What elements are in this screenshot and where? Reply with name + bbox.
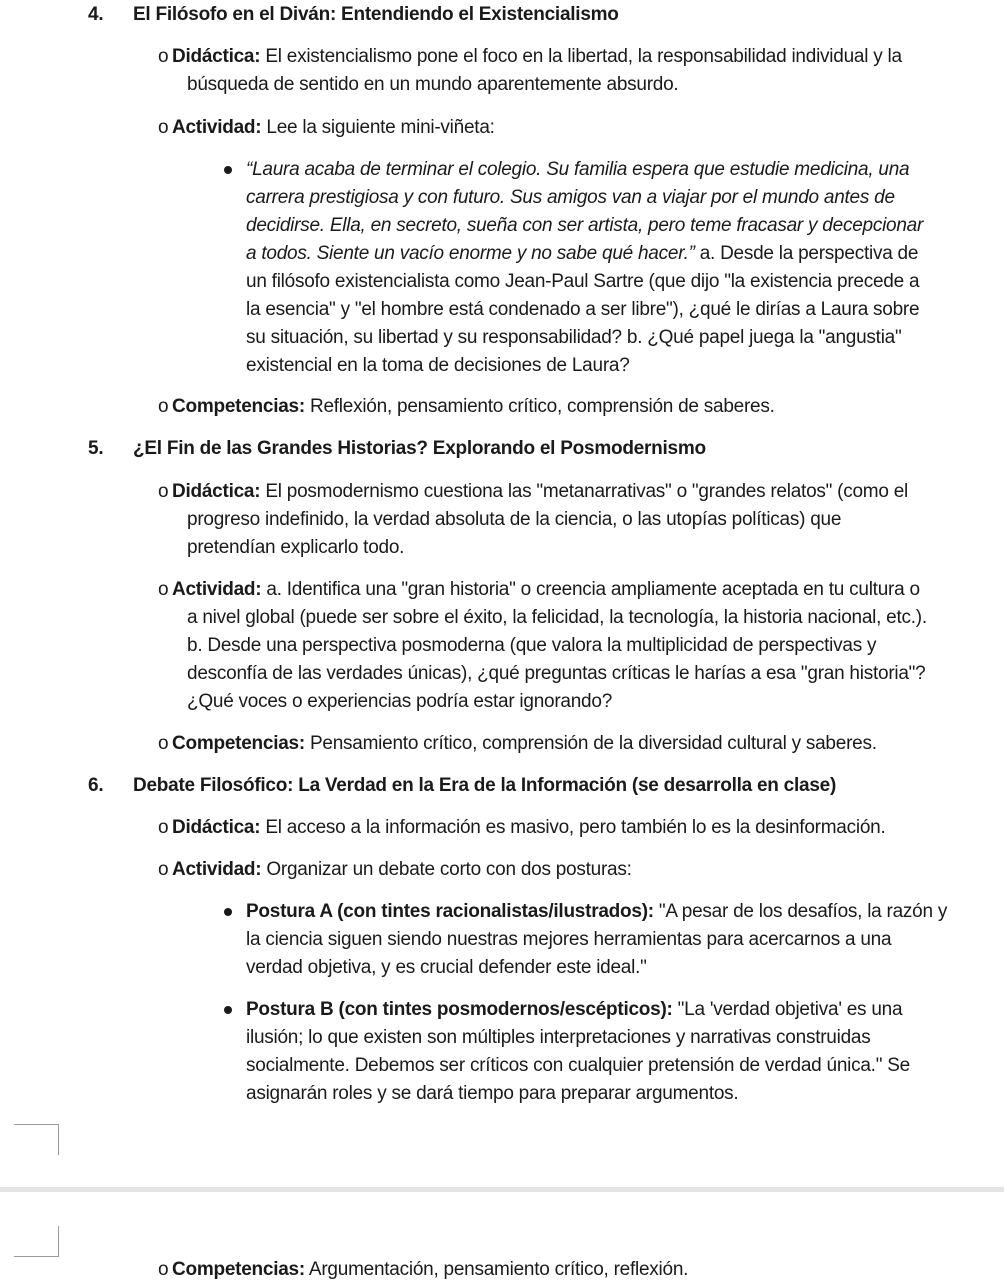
page-corner-mark bbox=[14, 1226, 59, 1257]
label: Didáctica: bbox=[172, 46, 261, 67]
s4-didactica bbox=[158, 43, 902, 99]
text-line: su situación, su libertad y su responsabilidad? b. ¿Qué papel juega la "angustia" bbox=[246, 327, 902, 348]
text-line: la esencia" y "el hombre está condenado a ser libre"), ¿qué le dirías a Laura sobre bbox=[246, 299, 920, 320]
text-line: existencial en la toma de decisiones de Laura? bbox=[246, 355, 630, 376]
list-marker: o bbox=[158, 46, 169, 67]
text-line: Argumentación, pensamiento crítico, reflexión. bbox=[304, 1259, 689, 1280]
list-marker: o bbox=[158, 396, 169, 417]
text-line: a. Identifica una "gran historia" o creencia ampliamente aceptada en tu cultura o bbox=[261, 579, 920, 600]
text-line: El acceso a la información es masivo, pero también lo es la desinformación. bbox=[260, 817, 886, 838]
text-line: carrera prestigiosa y con futuro. Sus amigos van a viajar por el mundo antes de bbox=[246, 187, 895, 208]
list-marker: o bbox=[158, 481, 169, 502]
s4-actividad bbox=[158, 114, 495, 142]
text-line: búsqueda de sentido en un mundo aparentemente absurdo. bbox=[187, 74, 679, 95]
text-line: progreso indefinido, la verdad absoluta de la ciencia, o las utopías políticas) que bbox=[187, 509, 842, 530]
bullet-icon bbox=[224, 166, 232, 174]
text-line: a. Desde la perspectiva de bbox=[694, 243, 919, 264]
postura-a bbox=[246, 898, 947, 982]
list-marker: o bbox=[158, 579, 169, 600]
section-6-heading bbox=[88, 772, 837, 800]
bullet-icon bbox=[224, 908, 232, 916]
label: Postura B (con tintes posmodernos/escépticos): bbox=[246, 999, 673, 1020]
s6-actividad bbox=[158, 856, 632, 884]
section-title: El Filósofo en el Diván: Entendiendo el Existencialismo bbox=[133, 4, 619, 25]
label: Actividad: bbox=[172, 579, 262, 600]
list-marker: o bbox=[158, 859, 169, 880]
text-line: la ciencia siguen siendo nuestras mejores herramientas para acercarnos a una bbox=[246, 929, 892, 950]
text-line: socialmente. Debemos ser críticos con cualquier pretensión de verdad única." Se bbox=[246, 1055, 910, 1076]
text-line: "A pesar de los desafíos, la razón y bbox=[653, 901, 948, 922]
text-line: b. Desde una perspectiva posmoderna (que valora la multiplicidad de perspectivas y bbox=[187, 635, 877, 656]
section-5-heading bbox=[88, 435, 706, 463]
text-line: "La 'verdad objetiva' es una bbox=[672, 999, 903, 1020]
label: Competencias: bbox=[172, 1259, 305, 1280]
text-line: Reflexión, pensamiento crítico, comprensión de saberes. bbox=[304, 396, 775, 417]
list-marker: o bbox=[158, 817, 169, 838]
section-4-heading bbox=[88, 1, 619, 29]
postura-b bbox=[246, 996, 910, 1108]
text-line: Lee la siguiente mini-viñeta: bbox=[261, 117, 495, 138]
label: Postura A (con tintes racionalistas/ilustrados): bbox=[246, 901, 654, 922]
section-number: 6. bbox=[88, 775, 104, 796]
list-marker: o bbox=[158, 1259, 169, 1280]
text-line: a todos. Siente un vacío enorme y no sabe qué hacer.” bbox=[246, 243, 695, 264]
label: Didáctica: bbox=[172, 817, 261, 838]
s4-competencias bbox=[158, 393, 775, 421]
text-line: asignarán roles y se dará tiempo para preparar argumentos. bbox=[246, 1083, 739, 1104]
text-line: Pensamiento crítico, comprensión de la diversidad cultural y saberes. bbox=[304, 733, 877, 754]
text-line: pretendían explicarlo todo. bbox=[187, 537, 405, 558]
text-line: Organizar un debate corto con dos posturas: bbox=[261, 859, 632, 880]
text-line: ilusión; lo que existen son múltiples interpretaciones y narrativas construidas bbox=[246, 1027, 871, 1048]
s5-competencias bbox=[158, 730, 877, 758]
text-line: a nivel global (puede ser sobre el éxito, la felicidad, la tecnología, la historia nacional, etc.). bbox=[187, 607, 927, 628]
label: Competencias: bbox=[172, 396, 305, 417]
bullet-icon bbox=[224, 1006, 232, 1014]
section-title: Debate Filosófico: La Verdad en la Era de la Información (se desarrolla en clase) bbox=[133, 775, 837, 796]
label: Competencias: bbox=[172, 733, 305, 754]
section-number: 5. bbox=[88, 438, 104, 459]
text-line: ¿Qué voces o experiencias podría estar ignorando? bbox=[187, 691, 613, 712]
text-line: El posmodernismo cuestiona las "metanarrativas" o "grandes relatos" (como el bbox=[260, 481, 909, 502]
text-line: desconfía de las verdades únicas), ¿qué preguntas críticas le harías a esa "gran historia"? bbox=[187, 663, 926, 684]
s5-actividad bbox=[158, 576, 927, 716]
text-line: El existencialismo pone el foco en la libertad, la responsabilidad individual y la bbox=[260, 46, 902, 67]
page-corner-mark bbox=[14, 1124, 59, 1155]
text-line: “Laura acaba de terminar el colegio. Su familia espera que estudie medicina, una bbox=[246, 159, 910, 180]
page-break-divider bbox=[0, 1187, 1004, 1192]
s6-competencias bbox=[158, 1256, 689, 1284]
s5-didactica bbox=[158, 478, 909, 562]
list-marker: o bbox=[158, 733, 169, 754]
label: Actividad: bbox=[172, 859, 262, 880]
section-title: ¿El Fin de las Grandes Historias? Explorando el Posmodernismo bbox=[133, 438, 706, 459]
text-line: un filósofo existencialista como Jean-Paul Sartre (que dijo "la existencia precede a bbox=[246, 271, 920, 292]
list-marker: o bbox=[158, 117, 169, 138]
label: Actividad: bbox=[172, 117, 262, 138]
label: Didáctica: bbox=[172, 481, 261, 502]
section-number: 4. bbox=[88, 4, 104, 25]
text-line: verdad objetiva, y es crucial defender este ideal." bbox=[246, 957, 647, 978]
text-line: decidirse. Ella, en secreto, sueña con ser artista, pero teme fracasar y decepcionar bbox=[246, 215, 924, 236]
s4-vignette bbox=[246, 156, 923, 380]
s6-didactica bbox=[158, 814, 886, 842]
